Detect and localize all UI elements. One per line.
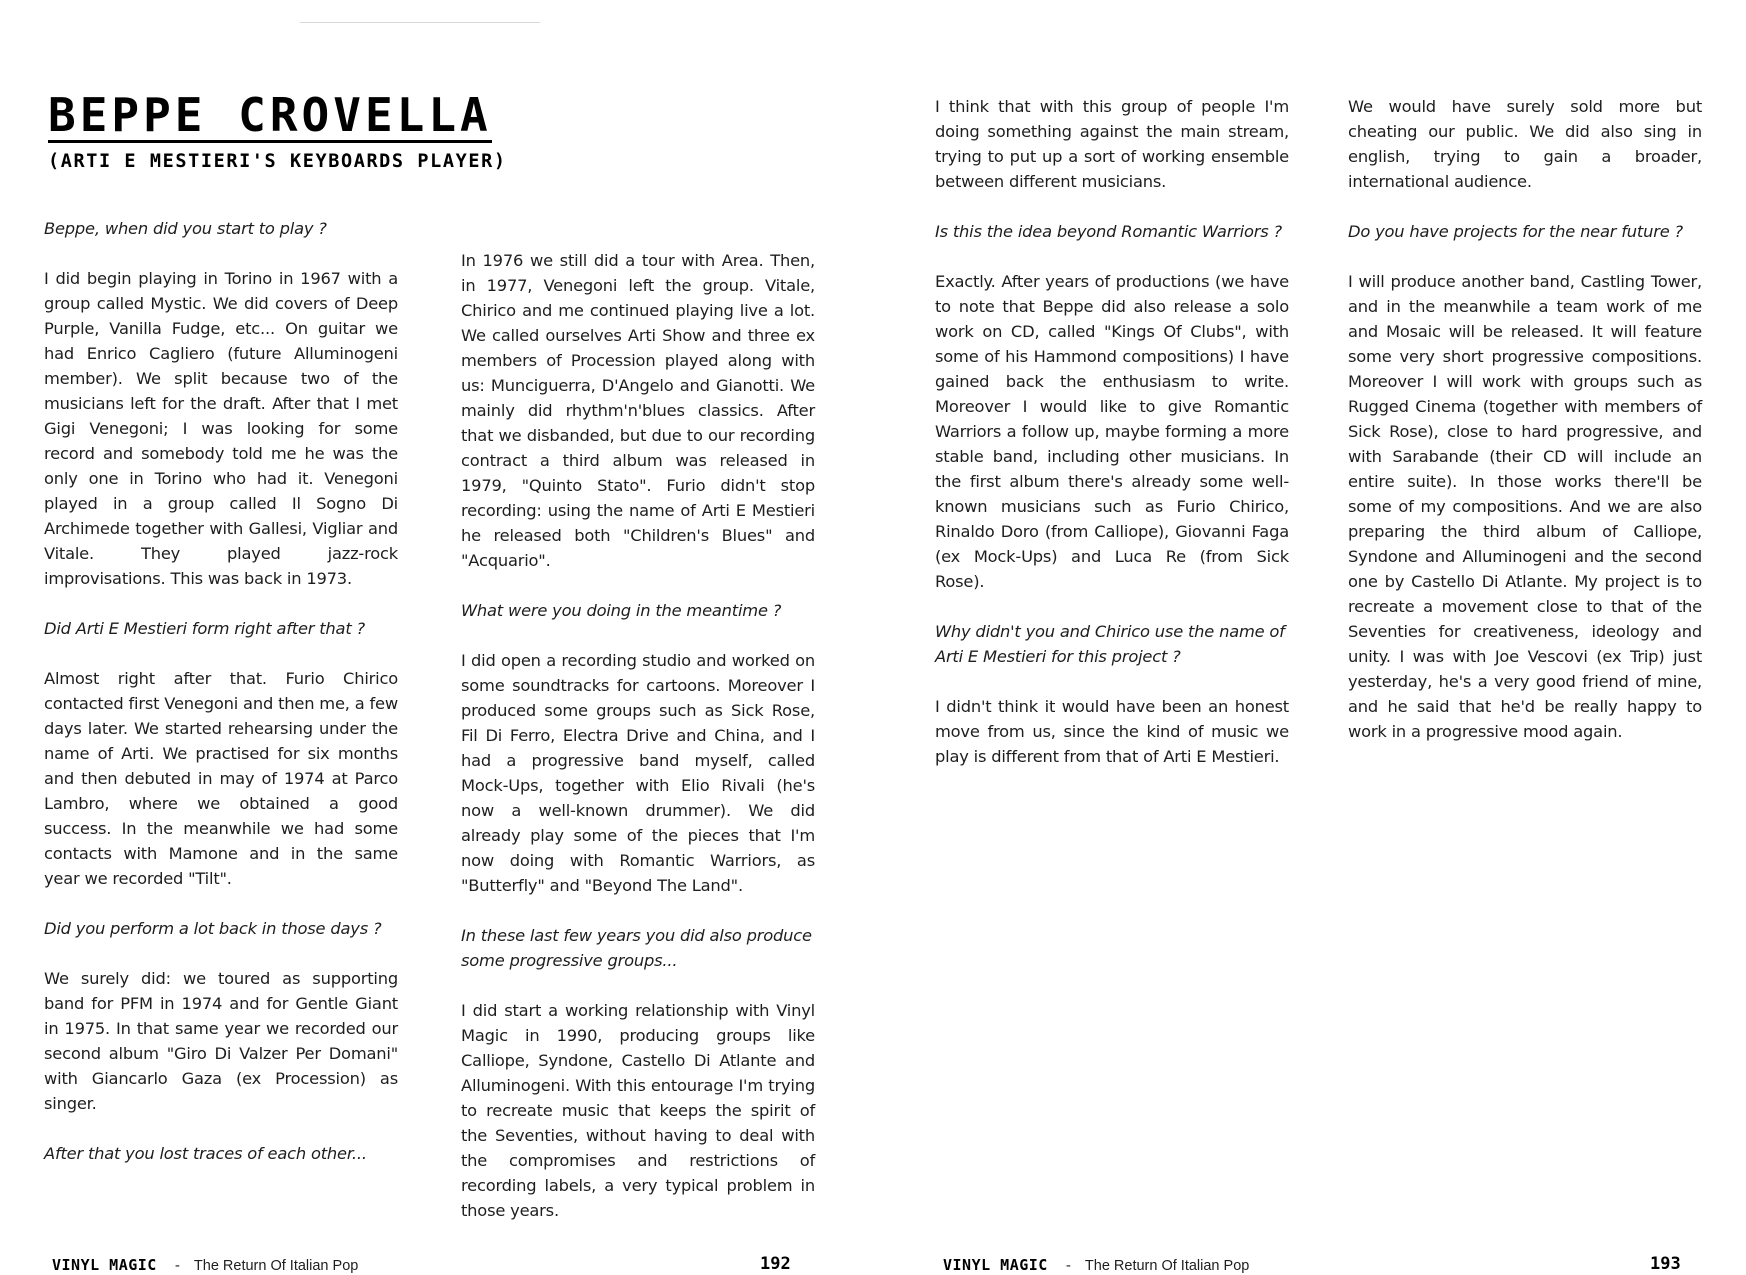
interview-answer: We would have surely sold more but cheating our public. We did also sing in english, trying to gain a broader, international audience. — [1348, 97, 1702, 191]
footer-separator: - — [174, 1258, 180, 1274]
page-number-left: 192 — [760, 1254, 791, 1274]
interview-question: What were you doing in the meantime ? — [461, 601, 782, 620]
footer-brand: VINYL MAGIC — [943, 1256, 1048, 1274]
article-header — [48, 88, 608, 172]
interview-question: In these last few years you did also produce some progressive groups... — [461, 926, 812, 970]
article-title: BEPPE CROVELLA — [48, 88, 492, 142]
interview-answer: Exactly. After years of productions (we have to note that Beppe did also release a solo work on CD, called "Kings Of Clubs", with some of his Hammond compositions) I have gained back the enthusiasm to write. Moreover I would like to give Romantic Warriors a follow up, maybe forming a more stable band, including other musicians. In the first album there's already some well-known musicians such as Furio Chirico, Rinaldo Doro (from Calliope), Giovanni Faga (ex Mock-Ups) and Luca Re (from Sick Rose). — [935, 272, 1289, 591]
interview-answer: I did begin playing in Torino in 1967 with a group called Mystic. We did covers of Deep Purple, Vanilla Fudge, etc... On guitar we had Enrico Cagliero (future Alluminogeni member). We split because two of the musicians left for the draft. After that I met Gigi Venegoni; I was looking for some record and somebody told me he was the only one in Torino who had it. Venegoni played in a group called Il Sogno Di Archimede together with Gallesi, Vigliar and Vitale. They played jazz-rock improvisations. This was back in 1973. — [44, 269, 398, 588]
footer-right — [943, 1256, 1249, 1274]
interview-answer: I did start a working relationship with Vinyl Magic in 1990, producing groups like Calliope, Syndone, Castello Di Atlante and Alluminogeni. With this entourage I'm trying to recreate music that keeps the spirit of the Seventies, without having to deal with the compromises and restrictions of recording labels, a very typical problem in those years. — [461, 1001, 815, 1220]
page-number-right: 193 — [1650, 1254, 1681, 1274]
interview-question: After that you lost traces of each other... — [44, 1144, 367, 1163]
column-1 — [44, 216, 398, 1191]
interview-answer: We surely did: we toured as supporting band for PFM in 1974 and for Gentle Giant in 1975. In that same year we recorded our second album "Giro Di Valzer Per Domani" with Giancarlo Gaza (ex Procession) as singer. — [44, 969, 398, 1113]
interview-question: Do you have projects for the near future ? — [1348, 222, 1683, 241]
footer-separator: - — [1065, 1258, 1071, 1274]
footer-subtitle: The Return Of Italian Pop — [193, 1258, 359, 1274]
interview-question: Beppe, when did you start to play ? — [44, 219, 327, 238]
top-rule — [300, 22, 540, 23]
interview-answer: Almost right after that. Furio Chirico contacted first Venegoni and then me, a few days later. We started rehearsing under the name of Arti. We practised for six months and then debuted in may of 1974 at Parco Lambro, where we obtained a good success. In the meanwhile we had some contacts with Mamone and in the same year we recorded "Tilt". — [44, 669, 398, 888]
interview-question: Is this the idea beyond Romantic Warriors ? — [935, 222, 1282, 241]
column-3 — [935, 94, 1289, 794]
interview-answer: I did open a recording studio and worked on some soundtracks for cartoons. Moreover I produced some groups such as Sick Rose, Fil Di Ferro, Electra Drive and China, and I had a progressive band myself, called Mock-Ups, together with Elio Rivali (he's now a well-known drummer). We did already play some of the pieces that I'm now doing with Romantic Warriors, as "Butterfly" and "Beyond The Land". — [461, 651, 815, 895]
interview-question: Did Arti E Mestieri form right after that ? — [44, 619, 365, 638]
column-2 — [461, 248, 815, 1248]
footer-subtitle: The Return Of Italian Pop — [1084, 1258, 1250, 1274]
article-subtitle: (ARTI E MESTIERI'S KEYBOARDS PLAYER) — [48, 151, 507, 172]
footer-brand: VINYL MAGIC — [52, 1256, 157, 1274]
interview-question: Why didn't you and Chirico use the name of Arti E Mestieri for this project ? — [935, 622, 1285, 666]
interview-answer: In 1976 we still did a tour with Area. Then, in 1977, Venegoni left the group. Vitale, Chirico and me continued playing live a lot. We called ourselves Arti Show and three ex members of Procession played along with us: Munciguerra, D'Angelo and Gianotti. We mainly did rhythm'n'blues classics. After that we disbanded, but due to our recording contract a third album was released in 1979, "Quinto Stato". Furio didn't stop recording: using the name of Arti E Mestieri he released both "Children's Blues" and "Acquario". — [461, 251, 815, 570]
interview-answer: I will produce another band, Castling Tower, and in the meanwhile a team work of me and Mosaic will be released. It will feature some very short progressive compositions. Moreover I will work with groups such as Rugged Cinema (together with members of Sick Rose), close to hard progressive, and with Sarabande (their CD will include an entire suite). In those works there'll be some of my compositions. And we are also preparing the third album of Calliope, Syndone and Alluminogeni and the second one by Castello Di Atlante. My project is to recreate a movement close to that of the Seventies for creativeness, ideology and unity. I was with Joe Vescovi (ex Trip) just yesterday, he's a very good friend of mine, and he said that he'd be really happy to work in a progressive mood again. — [1348, 272, 1702, 741]
interview-answer: I didn't think it would have been an honest move from us, since the kind of music we play is different from that of Arti E Mestieri. — [935, 697, 1289, 766]
interview-answer: I think that with this group of people I'm doing something against the main stream, trying to put up a sort of working ensemble between different musicians. — [935, 97, 1289, 191]
interview-question: Did you perform a lot back in those days ? — [44, 919, 382, 938]
footer-left — [52, 1256, 358, 1274]
column-4 — [1348, 94, 1702, 769]
